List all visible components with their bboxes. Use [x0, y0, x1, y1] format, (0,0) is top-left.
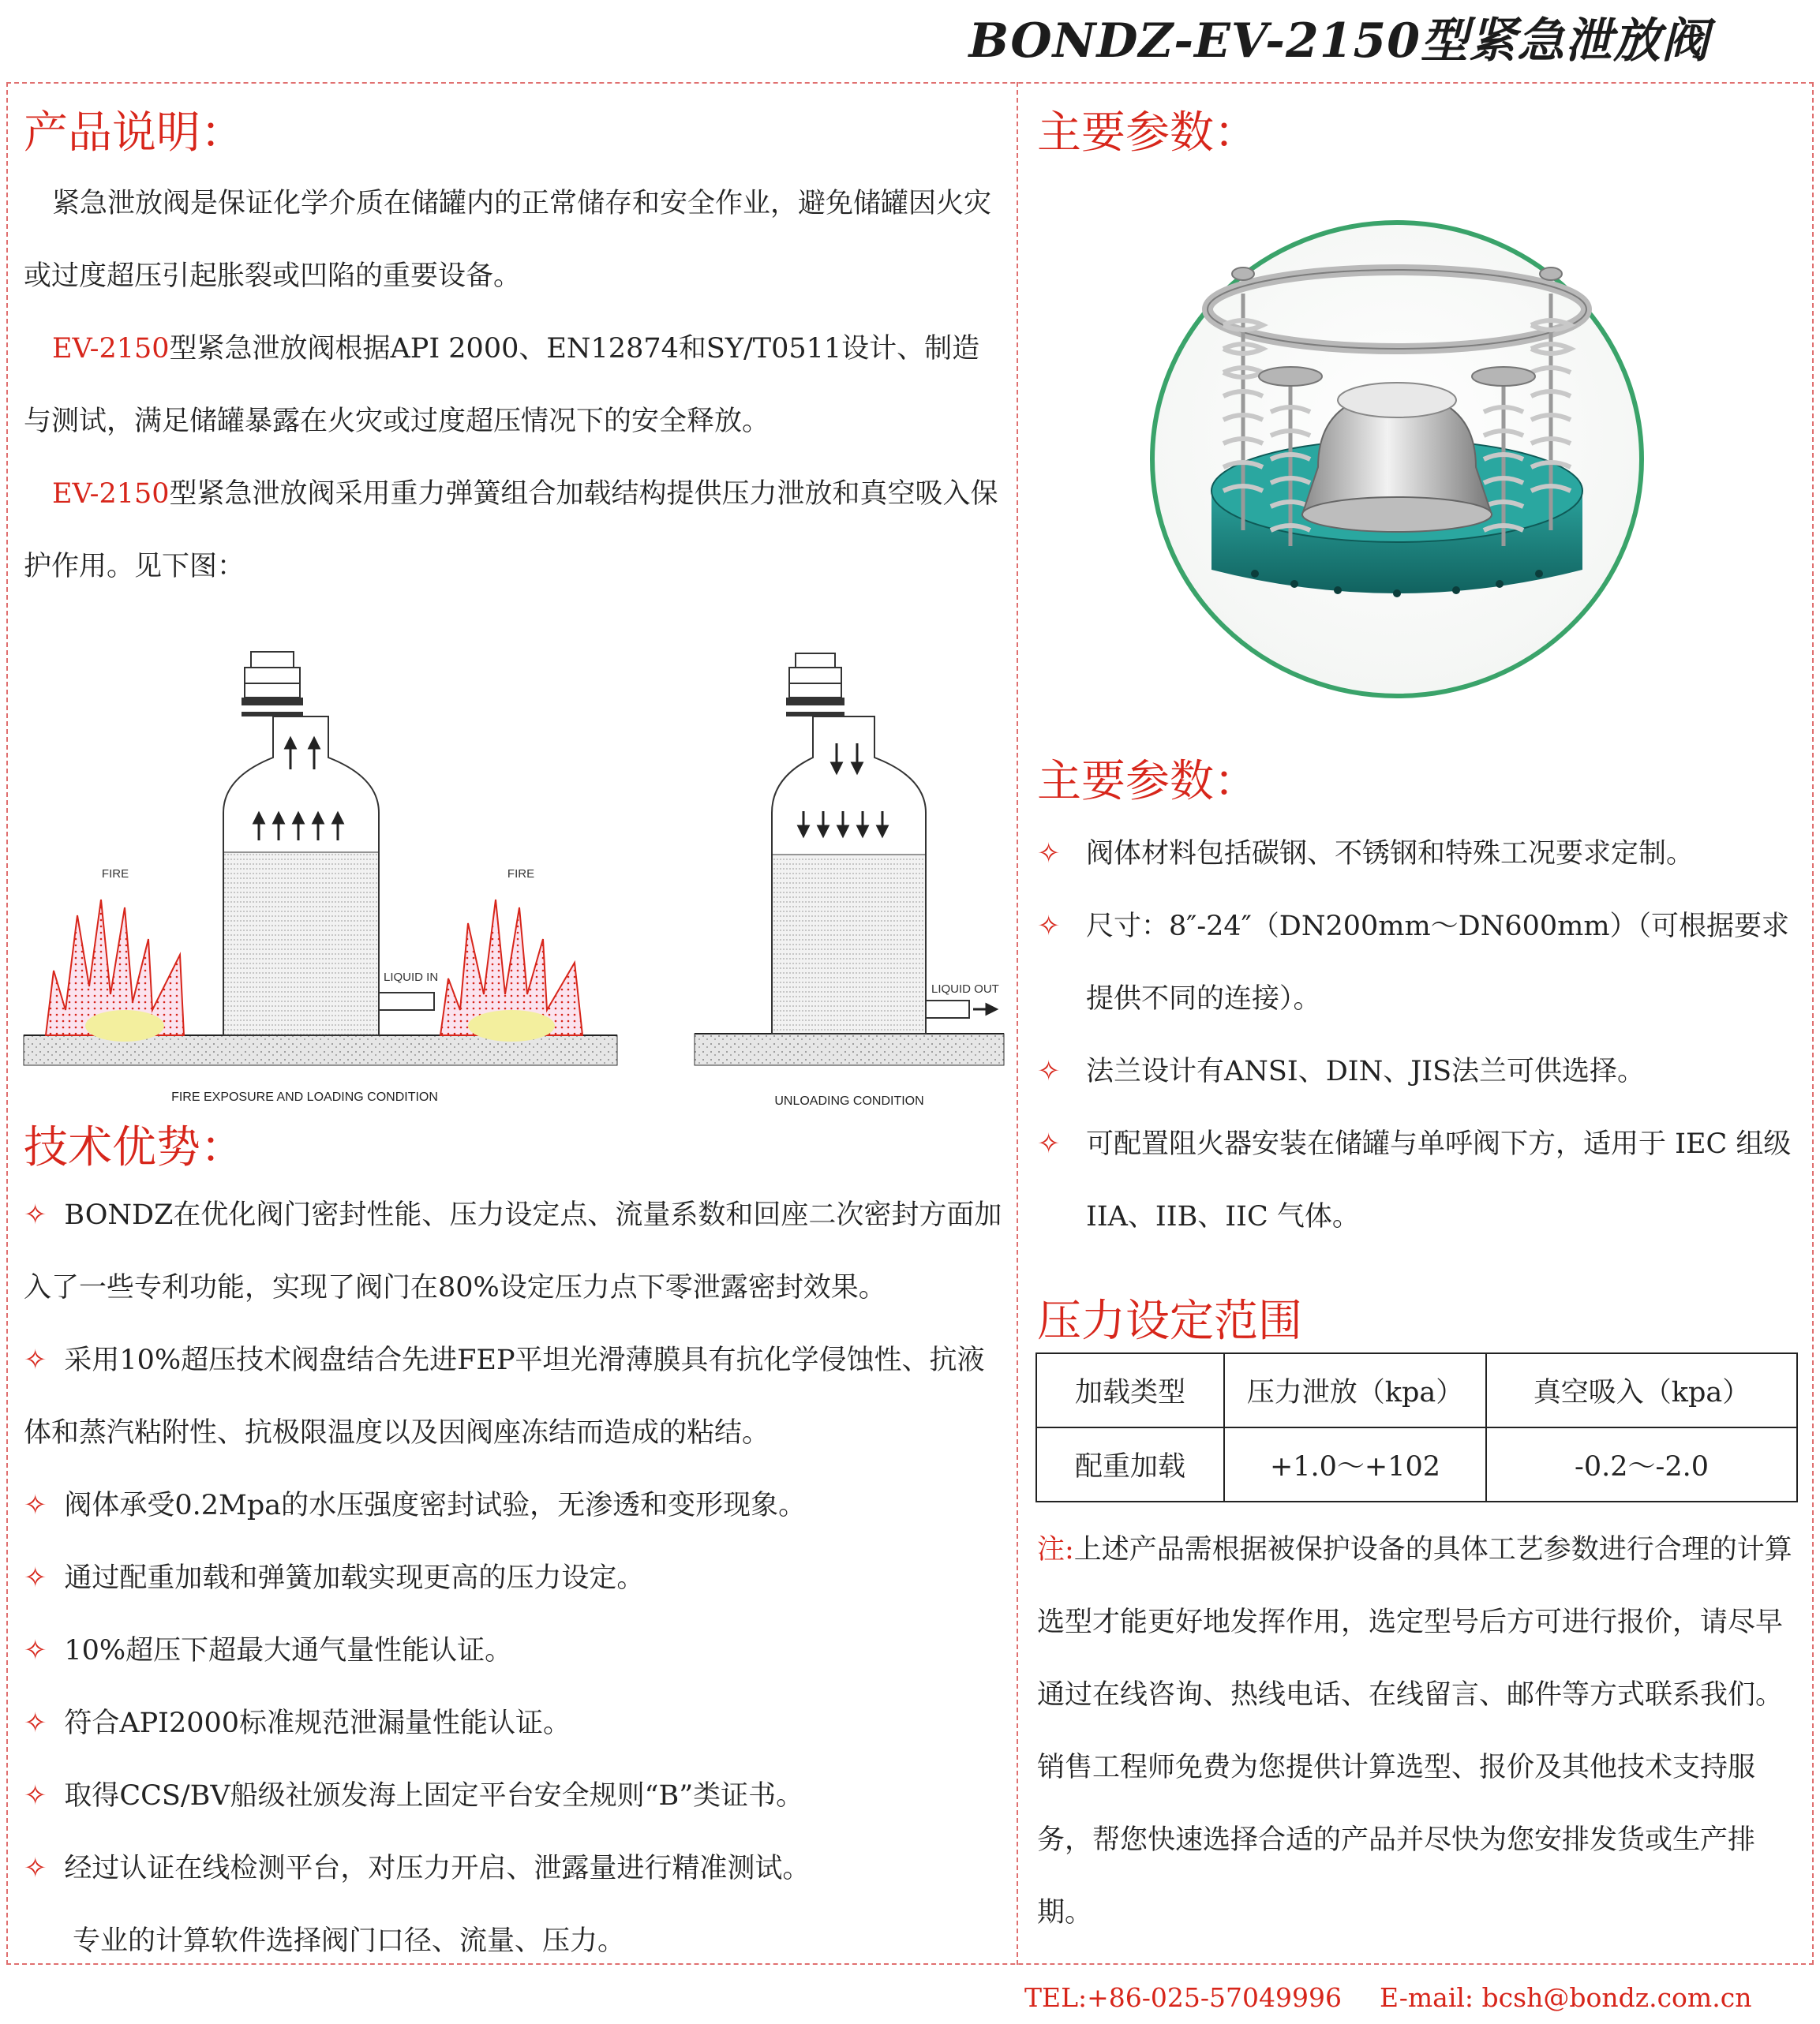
list-item: ✧ 阀体承受0.2Mpa的水压强度密封试验，无渗透和变形现象。	[24, 1490, 807, 1521]
list-item: ✧ 采用10%超压技术阀盘结合先进FEP平坦光滑薄膜具有抗化学侵蚀性、抗液体和蒸汽粘附性、抗极限温度以及因阀座冻结而造成的粘结。	[24, 1345, 985, 1449]
advantages-list	[24, 1179, 1002, 1977]
description-heading: 产品说明：	[24, 107, 245, 159]
table-row	[1036, 1427, 1797, 1502]
diamond-star-icon: ✧	[1037, 1056, 1061, 1087]
description-paragraph-2: EV-2150型紧急泄放阀根据API 2000、EN12874和SY/T0511设计、制造与测试，满足储罐暴露在火灾或过度超压情况下的安全释放。	[24, 333, 980, 437]
liquid-out-label: LIQUID OUT	[931, 982, 999, 996]
diamond-star-icon: ✧	[24, 1635, 47, 1667]
pressure-range-table	[1035, 1352, 1798, 1502]
footer-tel: TEL:+86-025-57049996	[1024, 1982, 1343, 2013]
table-header-cell: 加载类型	[1036, 1353, 1224, 1427]
column-divider	[1017, 82, 1018, 1965]
parameters-heading-2: 主要参数：	[1037, 756, 1258, 807]
table-cell: +1.0～+102	[1224, 1427, 1486, 1502]
diamond-star-icon: ✧	[1037, 838, 1061, 870]
caption-unloading: UNLOADING CONDITION	[774, 1094, 924, 1108]
diamond-star-icon: ✧	[1037, 911, 1061, 942]
table-header-cell: 压力泄放（kpa）	[1224, 1353, 1486, 1427]
diamond-star-icon: ✧	[1037, 1128, 1061, 1160]
diamond-star-icon: ✧	[24, 1708, 47, 1739]
description-paragraph-3: EV-2150型紧急泄放阀采用重力弹簧组合加载结构提供压力泄放和真空吸入保护作用。见下图：	[24, 478, 998, 582]
diamond-star-icon: ✧	[24, 1199, 47, 1231]
tank-unloading-icon	[772, 653, 996, 1034]
parameters-heading-1: 主要参数：	[1037, 107, 1258, 159]
pressure-range-heading: 压力设定范围	[1037, 1296, 1302, 1347]
list-item: ✧ 取得CCS/BV船级社颁发海上固定平台安全规则“B”类证书。	[24, 1780, 804, 1812]
list-item: ✧ 符合API2000标准规范泄漏量性能认证。	[24, 1708, 571, 1739]
tank-condition-diagram	[22, 639, 1009, 1113]
diamond-star-icon: ✧	[24, 1490, 47, 1521]
list-item: ✧ 经过认证在线检测平台，对压力开启、泄露量进行精准测试。	[24, 1853, 811, 1884]
list-item: ✧ 阀体材料包括碳钢、不锈钢和特殊工况要求定制。	[1037, 817, 1803, 890]
fire-label-1: FIRE	[101, 867, 129, 881]
diamond-star-icon: ✧	[24, 1345, 47, 1376]
list-item: ✧ 通过配重加载和弹簧加载实现更高的压力设定。	[24, 1562, 645, 1594]
table-cell: -0.2～-2.0	[1486, 1427, 1797, 1502]
ground-right	[695, 1034, 1004, 1065]
footer-email[interactable]: E-mail: bcsh@bondz.com.cn	[1380, 1982, 1752, 2013]
list-item: ✧ 法兰设计有ANSI、DIN、JIS法兰可供选择。	[1037, 1035, 1803, 1108]
list-item: 专业的计算软件选择阀门口径、流量、压力。	[73, 1925, 626, 1957]
page-title: BONDZ-EV-2150型紧急泄放阀	[968, 13, 1710, 69]
list-item: ✧ 尺寸：8″-24″（DN200mm～DN600mm）（可根据要求提供不同的连接）。	[1037, 890, 1803, 1035]
advantages-heading: 技术优势：	[24, 1122, 245, 1173]
parameters-list	[1037, 817, 1803, 1253]
liquid-in-label: LIQUID IN	[384, 971, 439, 984]
caption-loading: FIRE EXPOSURE AND LOADING CONDITION	[171, 1091, 438, 1104]
table-header-row	[1036, 1353, 1797, 1427]
diamond-star-icon: ✧	[24, 1780, 47, 1812]
valve-product-image	[1137, 207, 1657, 712]
list-item: ✧ 可配置阻火器安装在储罐与单呼阀下方，适用于 IEC 组级 IIA、IIB、IIC 气体。	[1037, 1108, 1803, 1253]
table-cell: 配重加载	[1036, 1427, 1224, 1502]
note-paragraph: 注:上述产品需根据被保护设备的具体工艺参数进行合理的计算选型才能更好地发挥作用，选定型号后方可进行报价，请尽早通过在线咨询、热线电话、在线留言、邮件等方式联系我们。销售工程师免费为您提供计算选型、报价及其他技术支持服务，帮您快速选择合适的产品并尽快为您安排发货或生产排期。	[1037, 1534, 1792, 1929]
description-paragraph-1: 紧急泄放阀是保证化学介质在储罐内的正常储存和安全作业，避免储罐因火灾或过度超压引起胀裂或凹陷的重要设备。	[24, 188, 992, 292]
table-header-cell: 真空吸入（kpa）	[1486, 1353, 1797, 1427]
diamond-star-icon: ✧	[24, 1853, 47, 1884]
list-item: ✧ 10%超压下超最大通气量性能认证。	[24, 1635, 513, 1667]
diamond-star-icon: ✧	[24, 1562, 47, 1594]
fire-label-2: FIRE	[507, 867, 535, 881]
fire-left-icon	[46, 900, 184, 1042]
fire-right-icon	[440, 900, 582, 1042]
list-item: ✧ BONDZ在优化阀门密封性能、压力设定点、流量系数和回座二次密封方面加入了一些专利功能，实现了阀门在80%设定压力点下零泄露密封效果。	[24, 1199, 1002, 1304]
